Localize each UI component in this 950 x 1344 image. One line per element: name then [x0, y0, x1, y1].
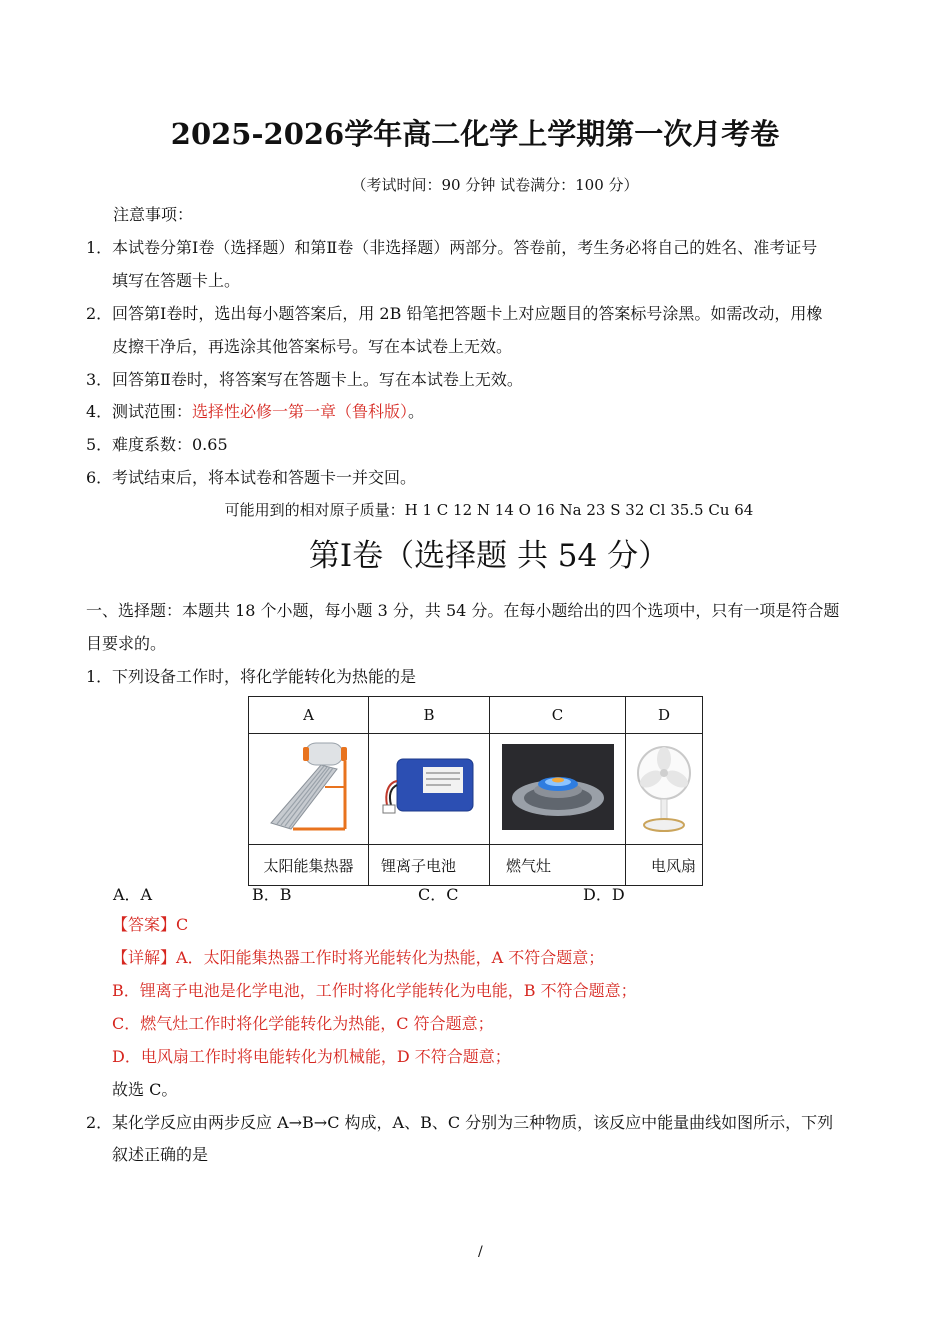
notice-number: 1．	[86, 238, 113, 257]
table-caption: 燃气灶	[490, 845, 626, 886]
notice-number: 5．	[86, 435, 113, 454]
page-number: /	[478, 1244, 483, 1260]
notice-item	[86, 466, 416, 490]
table-header: B	[369, 697, 490, 734]
notice-text-cont: 皮擦干净后，再选涂其他答案标号。写在本试卷上无效。	[112, 337, 513, 356]
table-header: C	[490, 697, 626, 734]
conclusion: 故选 C。	[112, 1080, 178, 1099]
atomic-masses: 可能用到的相对原子质量：H 1 C 12 N 14 O 16 Na 23 S 32 Cl 35.5 Cu 64	[224, 501, 754, 519]
detail-line: B．锂离子电池是化学电池，工作时将化学能转化为电能，B 不符合题意；	[112, 981, 637, 1000]
fan-icon	[629, 737, 699, 837]
table-header: A	[249, 697, 369, 734]
option-c: C．C	[418, 885, 459, 904]
notice-text: 回答第Ⅱ卷时，将答案写在答题卡上。写在本试卷上无效。	[112, 370, 523, 389]
table-caption: 太阳能集热器	[249, 845, 369, 886]
notice-number: 2．	[86, 304, 113, 323]
detail-label: 【详解】	[112, 948, 177, 967]
detail-line: C．燃气灶工作时将化学能转化为热能，C 符合题意；	[112, 1014, 494, 1033]
notice-item	[86, 236, 817, 260]
detail-line: D．电风扇工作时将电能转化为机械能，D 不符合题意；	[112, 1047, 511, 1066]
notice-text: 考试结束后，将本试卷和答题卡一并交回。	[112, 468, 417, 487]
battery-icon	[379, 737, 479, 837]
question-stem-cont: 叙述正确的是	[112, 1145, 209, 1164]
question-number: 2．	[86, 1113, 113, 1132]
exam-info: （考试时间：90 分钟 试卷满分：100 分）	[351, 176, 639, 194]
option-a: A．A	[113, 885, 153, 904]
page-title: 2025-2026学年高二化学上学期第一次月考卷	[170, 117, 780, 151]
option-d: D．D	[583, 885, 625, 904]
notice-heading: 注意事项：	[113, 205, 194, 224]
notice-text: 。	[408, 402, 425, 421]
question-stem: 下列设备工作时，将化学能转化为热能的是	[112, 667, 417, 686]
notice-text: 回答第Ⅰ卷时，选出每小题答案后，用 2B 铅笔把答题卡上对应题目的答案标号涂黑。如需改动，用橡	[112, 304, 823, 323]
question-number: 1．	[86, 667, 113, 686]
notice-text: 本试卷分第Ⅰ卷（选择题）和第Ⅱ卷（非选择题）两部分。答卷前，考生务必将自己的姓名、准考证号	[112, 238, 818, 257]
table-caption: 锂离子电池	[369, 845, 490, 886]
gas-stove-icon	[498, 742, 618, 832]
part-intro: 一、选择题：本题共 18 个小题，每小题 3 分，共 54 分。在每小题给出的四个选项中，只有一项是符合题	[86, 601, 840, 620]
detail-line	[112, 946, 604, 970]
notice-item	[86, 433, 228, 457]
question-stem: 某化学反应由两步反应 A→B→C 构成，A、B、C 分别为三种物质，该反应中能量曲线如图所示，下列	[112, 1113, 834, 1132]
lithium-battery-image	[369, 734, 490, 845]
part-intro-cont: 目要求的。	[86, 634, 167, 653]
notice-text-cont: 填写在答题卡上。	[112, 271, 241, 290]
notice-item	[86, 302, 822, 326]
notice-item	[86, 368, 523, 392]
notice-text: 测试范围：	[112, 402, 193, 421]
question-1	[86, 665, 416, 689]
notice-number: 4．	[86, 402, 113, 421]
solar-heater-image	[249, 734, 369, 845]
table-header: D	[626, 697, 703, 734]
answer: 【答案】C	[112, 915, 189, 934]
gas-stove-image	[490, 734, 626, 845]
electric-fan-image	[626, 734, 703, 845]
option-b: B．B	[252, 885, 292, 904]
section-title: 第Ⅰ卷（选择题 共 54 分）	[308, 538, 670, 574]
question-2	[86, 1111, 833, 1135]
notice-item	[86, 400, 424, 424]
notice-number: 6．	[86, 468, 113, 487]
notice-number: 3．	[86, 370, 113, 389]
notice-text: 难度系数：0.65	[112, 435, 228, 454]
detail-text: A．太阳能集热器工作时将光能转化为热能，A 不符合题意；	[176, 948, 605, 967]
table-caption: 电风扇	[626, 845, 703, 886]
device-table	[248, 696, 703, 886]
test-scope: 选择性必修一第一章（鲁科版）	[192, 402, 409, 421]
solar-heater-icon	[259, 737, 359, 837]
